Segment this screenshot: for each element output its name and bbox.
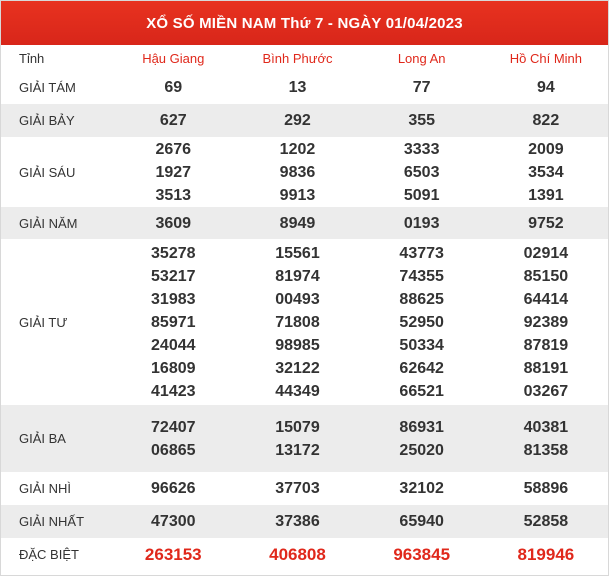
prize-cell [360,405,484,472]
winning-number: 44349 [275,382,320,400]
winning-number: 00493 [275,290,320,308]
winning-number: 1391 [528,186,564,204]
winning-number: 81358 [523,441,569,459]
prize-cell [235,538,359,570]
prize-name: GIẢI TÁM [19,80,76,95]
winning-number: 37386 [275,513,320,530]
prize-cell [111,71,235,104]
winning-number: 292 [284,112,311,129]
prize-name: GIẢI NHẤT [1,505,111,538]
winning-number: 02914 [523,244,569,262]
winning-number: 9913 [279,186,316,204]
prize-cell [484,239,608,405]
prize-row [1,505,608,538]
prize-cell [360,137,484,207]
winning-number: 88625 [399,290,444,308]
winning-number: 2676 [155,140,192,158]
winning-number: 16809 [151,359,196,377]
winning-number: 24044 [151,336,196,354]
winning-number: 50334 [399,336,444,354]
prize-cell [235,472,359,505]
prize-row [1,239,608,405]
prize-row [1,104,608,137]
winning-number: 94 [536,79,555,96]
prize-cell [235,405,359,472]
province-long-an[interactable]: Long An [397,50,446,66]
winning-number: 06865 [151,441,196,459]
winning-number: 53217 [151,267,196,285]
prize-cell [111,207,235,239]
prize-cell [360,472,484,505]
prize-row [1,137,608,207]
prize-cell [360,538,484,570]
winning-number: 85150 [523,267,569,285]
winning-number: 1927 [155,163,192,181]
prize-cell [111,538,235,570]
winning-number: 25020 [399,441,444,459]
prize-cell [111,472,235,505]
winning-number: 263153 [144,544,202,564]
prize-cell [235,239,359,405]
winning-number: 2009 [528,140,564,158]
winning-number: 963845 [393,544,451,564]
winning-number: 0193 [403,214,440,232]
winning-number: 35278 [151,244,196,262]
prize-cell [484,472,608,505]
province-hau-giang[interactable]: Hậu Giang [142,50,205,66]
prize-cell [360,71,484,104]
winning-number: 86931 [399,418,444,436]
prize-cell [235,104,359,137]
prize-name: GIẢI NHÌ [19,481,72,496]
winning-number: 1202 [279,140,316,158]
winning-number: 77 [412,79,431,96]
prize-cell [360,104,484,137]
prize-cell [111,239,235,405]
prize-cell [235,505,359,538]
prize-cell [484,538,608,570]
prize-cell [484,71,608,104]
winning-number: 43773 [399,244,444,262]
prize-row [1,71,608,104]
winning-number: 87819 [523,336,569,354]
winning-number: 15561 [275,244,320,262]
prize-cell [484,137,608,207]
prize-cell [484,405,608,472]
table-header-row [1,45,608,71]
winning-number: 13172 [275,441,320,459]
winning-number: 6503 [403,163,440,181]
winning-number: 52858 [523,513,569,530]
winning-number: 3534 [528,163,564,181]
prize-name: GIẢI BẢY [1,104,111,137]
prize-cell [360,505,484,538]
prize-name: GIẢI SÁU [19,164,76,180]
winning-number: 15079 [275,418,320,436]
prize-cell [111,505,235,538]
winning-number: 98985 [275,336,320,354]
winning-number: 74355 [399,267,444,285]
prize-cell [484,207,608,239]
prize-name: GIẢI NĂM [1,207,111,239]
winning-number: 3333 [403,140,440,158]
winning-number: 819946 [517,544,575,564]
winning-number: 3609 [155,214,192,232]
prize-cell [360,239,484,405]
prize-cell [235,207,359,239]
results-table [1,45,608,570]
prize-cell [235,71,359,104]
winning-number: 62642 [399,359,444,377]
winning-number: 58896 [523,480,569,497]
winning-number: 8949 [279,214,316,232]
winning-number: 71808 [275,313,320,331]
winning-number: 92389 [523,313,569,331]
prize-cell [111,405,235,472]
prize-cell [484,104,608,137]
winning-number: 65940 [399,513,444,530]
prize-name: GIẢI BA [1,405,111,472]
prize-cell [235,137,359,207]
winning-number: 03267 [523,382,569,400]
winning-number: 31983 [151,290,196,308]
winning-number: 406808 [269,544,326,564]
prize-row [1,207,608,239]
province-binh-phuoc[interactable]: Bình Phước [262,50,333,66]
winning-number: 32122 [275,359,320,377]
winning-number: 69 [164,79,183,96]
prize-row [1,472,608,505]
winning-number: 85971 [151,313,196,331]
winning-number: 822 [532,112,560,129]
prize-cell [111,137,235,207]
winning-number: 66521 [399,382,444,400]
prize-name: ĐẶC BIỆT [19,546,79,562]
winning-number: 88191 [523,359,569,377]
winning-number: 52950 [399,313,444,331]
winning-number: 5091 [403,186,440,204]
winning-number: 32102 [399,480,444,497]
winning-number: 96626 [151,480,196,497]
winning-number: 3513 [155,186,192,204]
prize-cell [360,207,484,239]
winning-number: 72407 [151,418,196,436]
page-title: XỔ SỐ MIỀN NAM Thứ 7 - NGÀY 01/04/2023 [1,1,608,45]
prize-cell [484,505,608,538]
winning-number: 355 [408,112,436,129]
province-ho-chi-minh[interactable]: Hồ Chí Minh [509,50,583,66]
winning-number: 47300 [151,513,196,530]
winning-number: 13 [288,79,307,96]
winning-number: 9836 [279,163,316,181]
province-column-label: Tỉnh [19,50,45,66]
winning-number: 64414 [523,290,569,308]
prize-name: GIẢI TƯ [19,314,68,330]
winning-number: 37703 [275,480,320,497]
prize-cell [111,104,235,137]
winning-number: 627 [159,112,187,129]
winning-number: 9752 [528,214,564,232]
prize-row [1,405,608,472]
winning-number: 81974 [275,267,320,285]
prize-row [1,538,608,570]
winning-number: 41423 [151,382,196,400]
winning-number: 40381 [523,418,569,436]
